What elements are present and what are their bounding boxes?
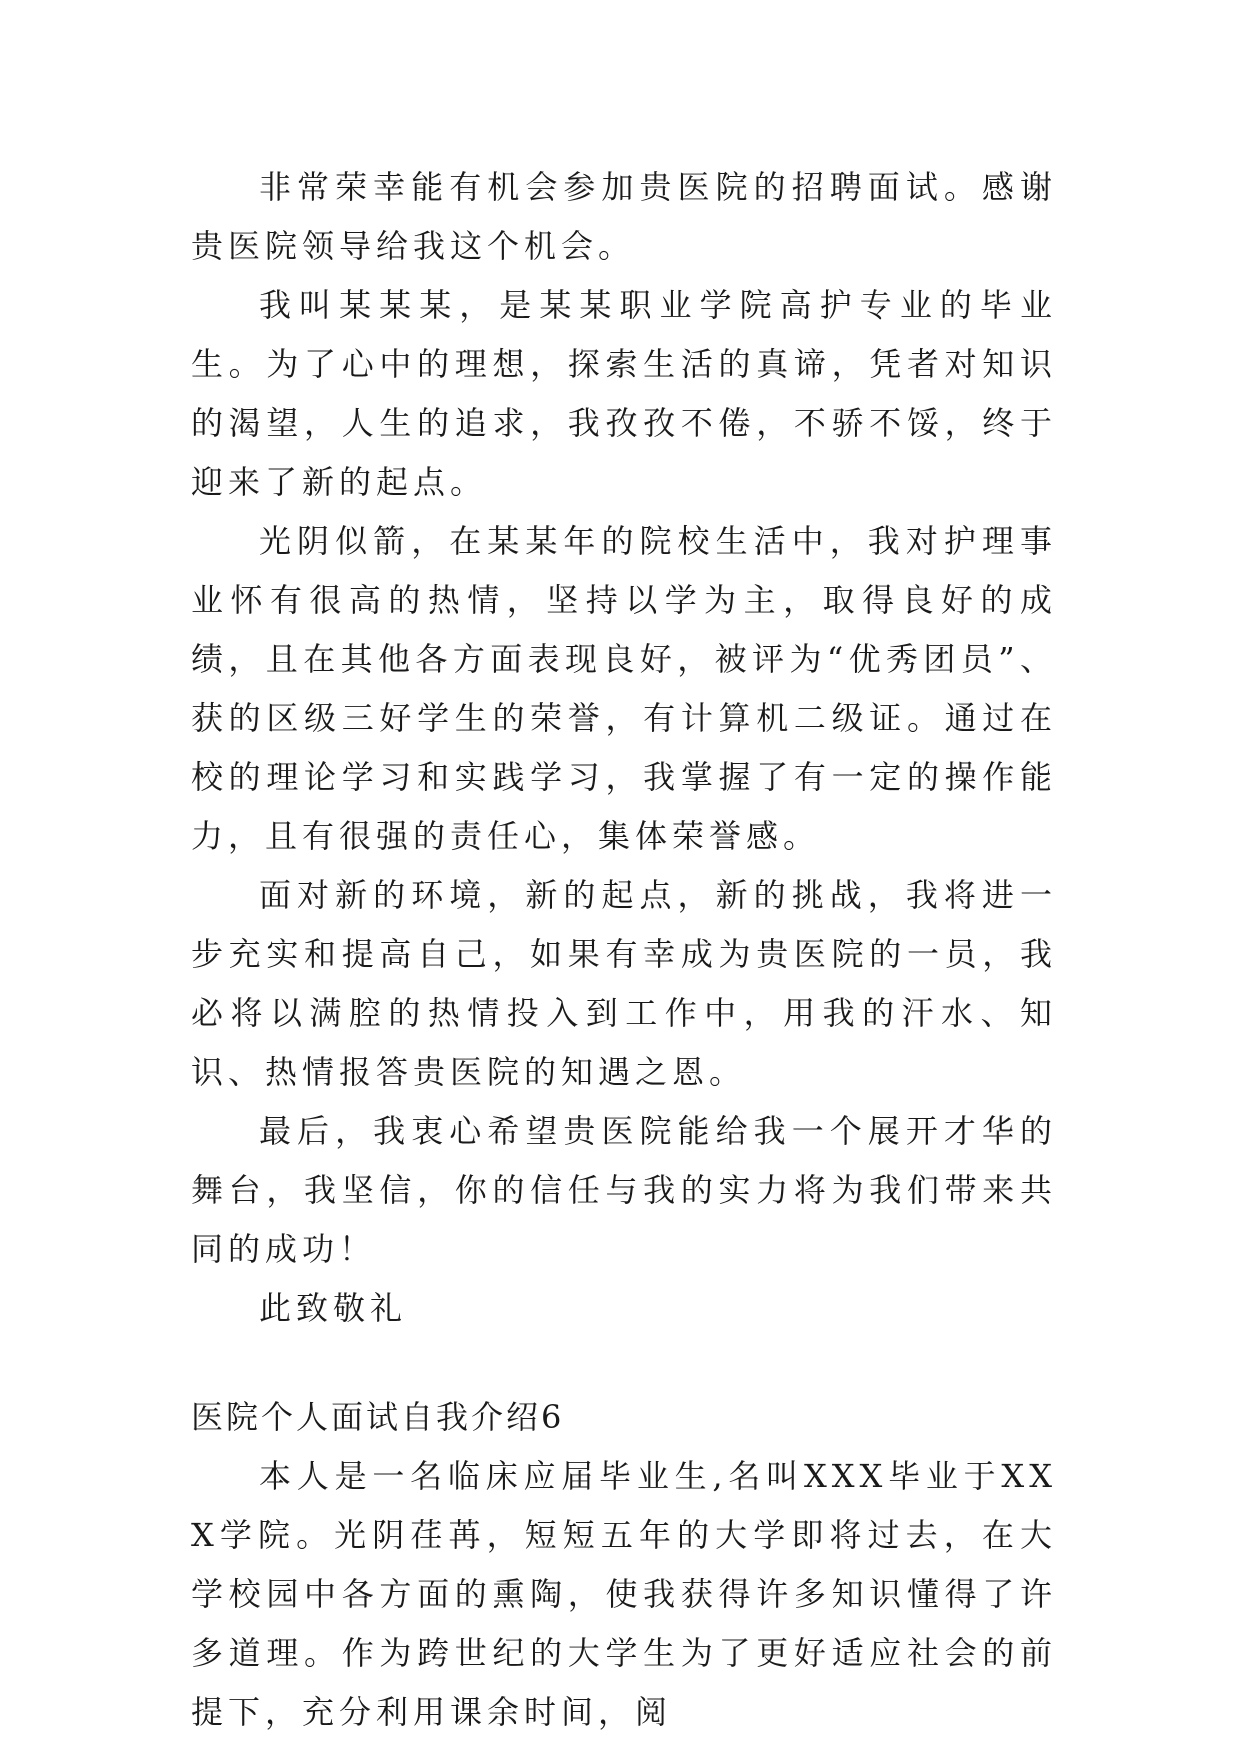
paragraph-salutation: 此致敬礼 xyxy=(259,1289,408,1327)
paragraph-new-challenge: 面对新的环境，新的起点，新的挑战，我将进一步充实和提高自己，如果有幸成为贵医院的一员，我必将以满腔的热情投入到工作中，用我的汗水、知识、热情报答贵医院的知遇之恩。 xyxy=(191,876,1057,1091)
section-heading: 医院个人面试自我介绍6 xyxy=(191,1398,565,1436)
paragraph-school-life: 光阴似箭，在某某年的院校生活中，我对护理事业怀有很高的热情，坚持以学为主，取得良好的成绩，且在其他各方面表现良好，被评为“优秀团员”、获的区级三好学生的荣誉，有计算机二级证。通过在校的理论学习和实践学习，我掌握了有一定的操作能力，且有很强的责任心，集体荣誉感。 xyxy=(191,522,1057,855)
paragraph-greeting: 非常荣幸能有机会参加贵医院的招聘面试。感谢贵医院领导给我这个机会。 xyxy=(191,168,1057,265)
document-body xyxy=(191,158,1057,1742)
section-paragraph: 本人是一名临床应届毕业生,名叫XXX毕业于XXX学院。光阴荏苒，短短五年的大学即将过去，在大学校园中各方面的熏陶，使我获得许多知识懂得了许多道理。作为跨世纪的大学生为了更好适应社会的前提下，充分利用课余时间，阅 xyxy=(191,1457,1057,1731)
paragraph-introduction: 我叫某某某，是某某职业学院高护专业的毕业生。为了心中的理想，探索生活的真谛，凭者对知识的渴望，人生的追求，我孜孜不倦，不骄不馁，终于迎来了新的起点。 xyxy=(191,286,1057,501)
paragraph-closing: 最后，我衷心希望贵医院能给我一个展开才华的舞台，我坚信，你的信任与我的实力将为我们带来共同的成功！ xyxy=(191,1112,1057,1268)
